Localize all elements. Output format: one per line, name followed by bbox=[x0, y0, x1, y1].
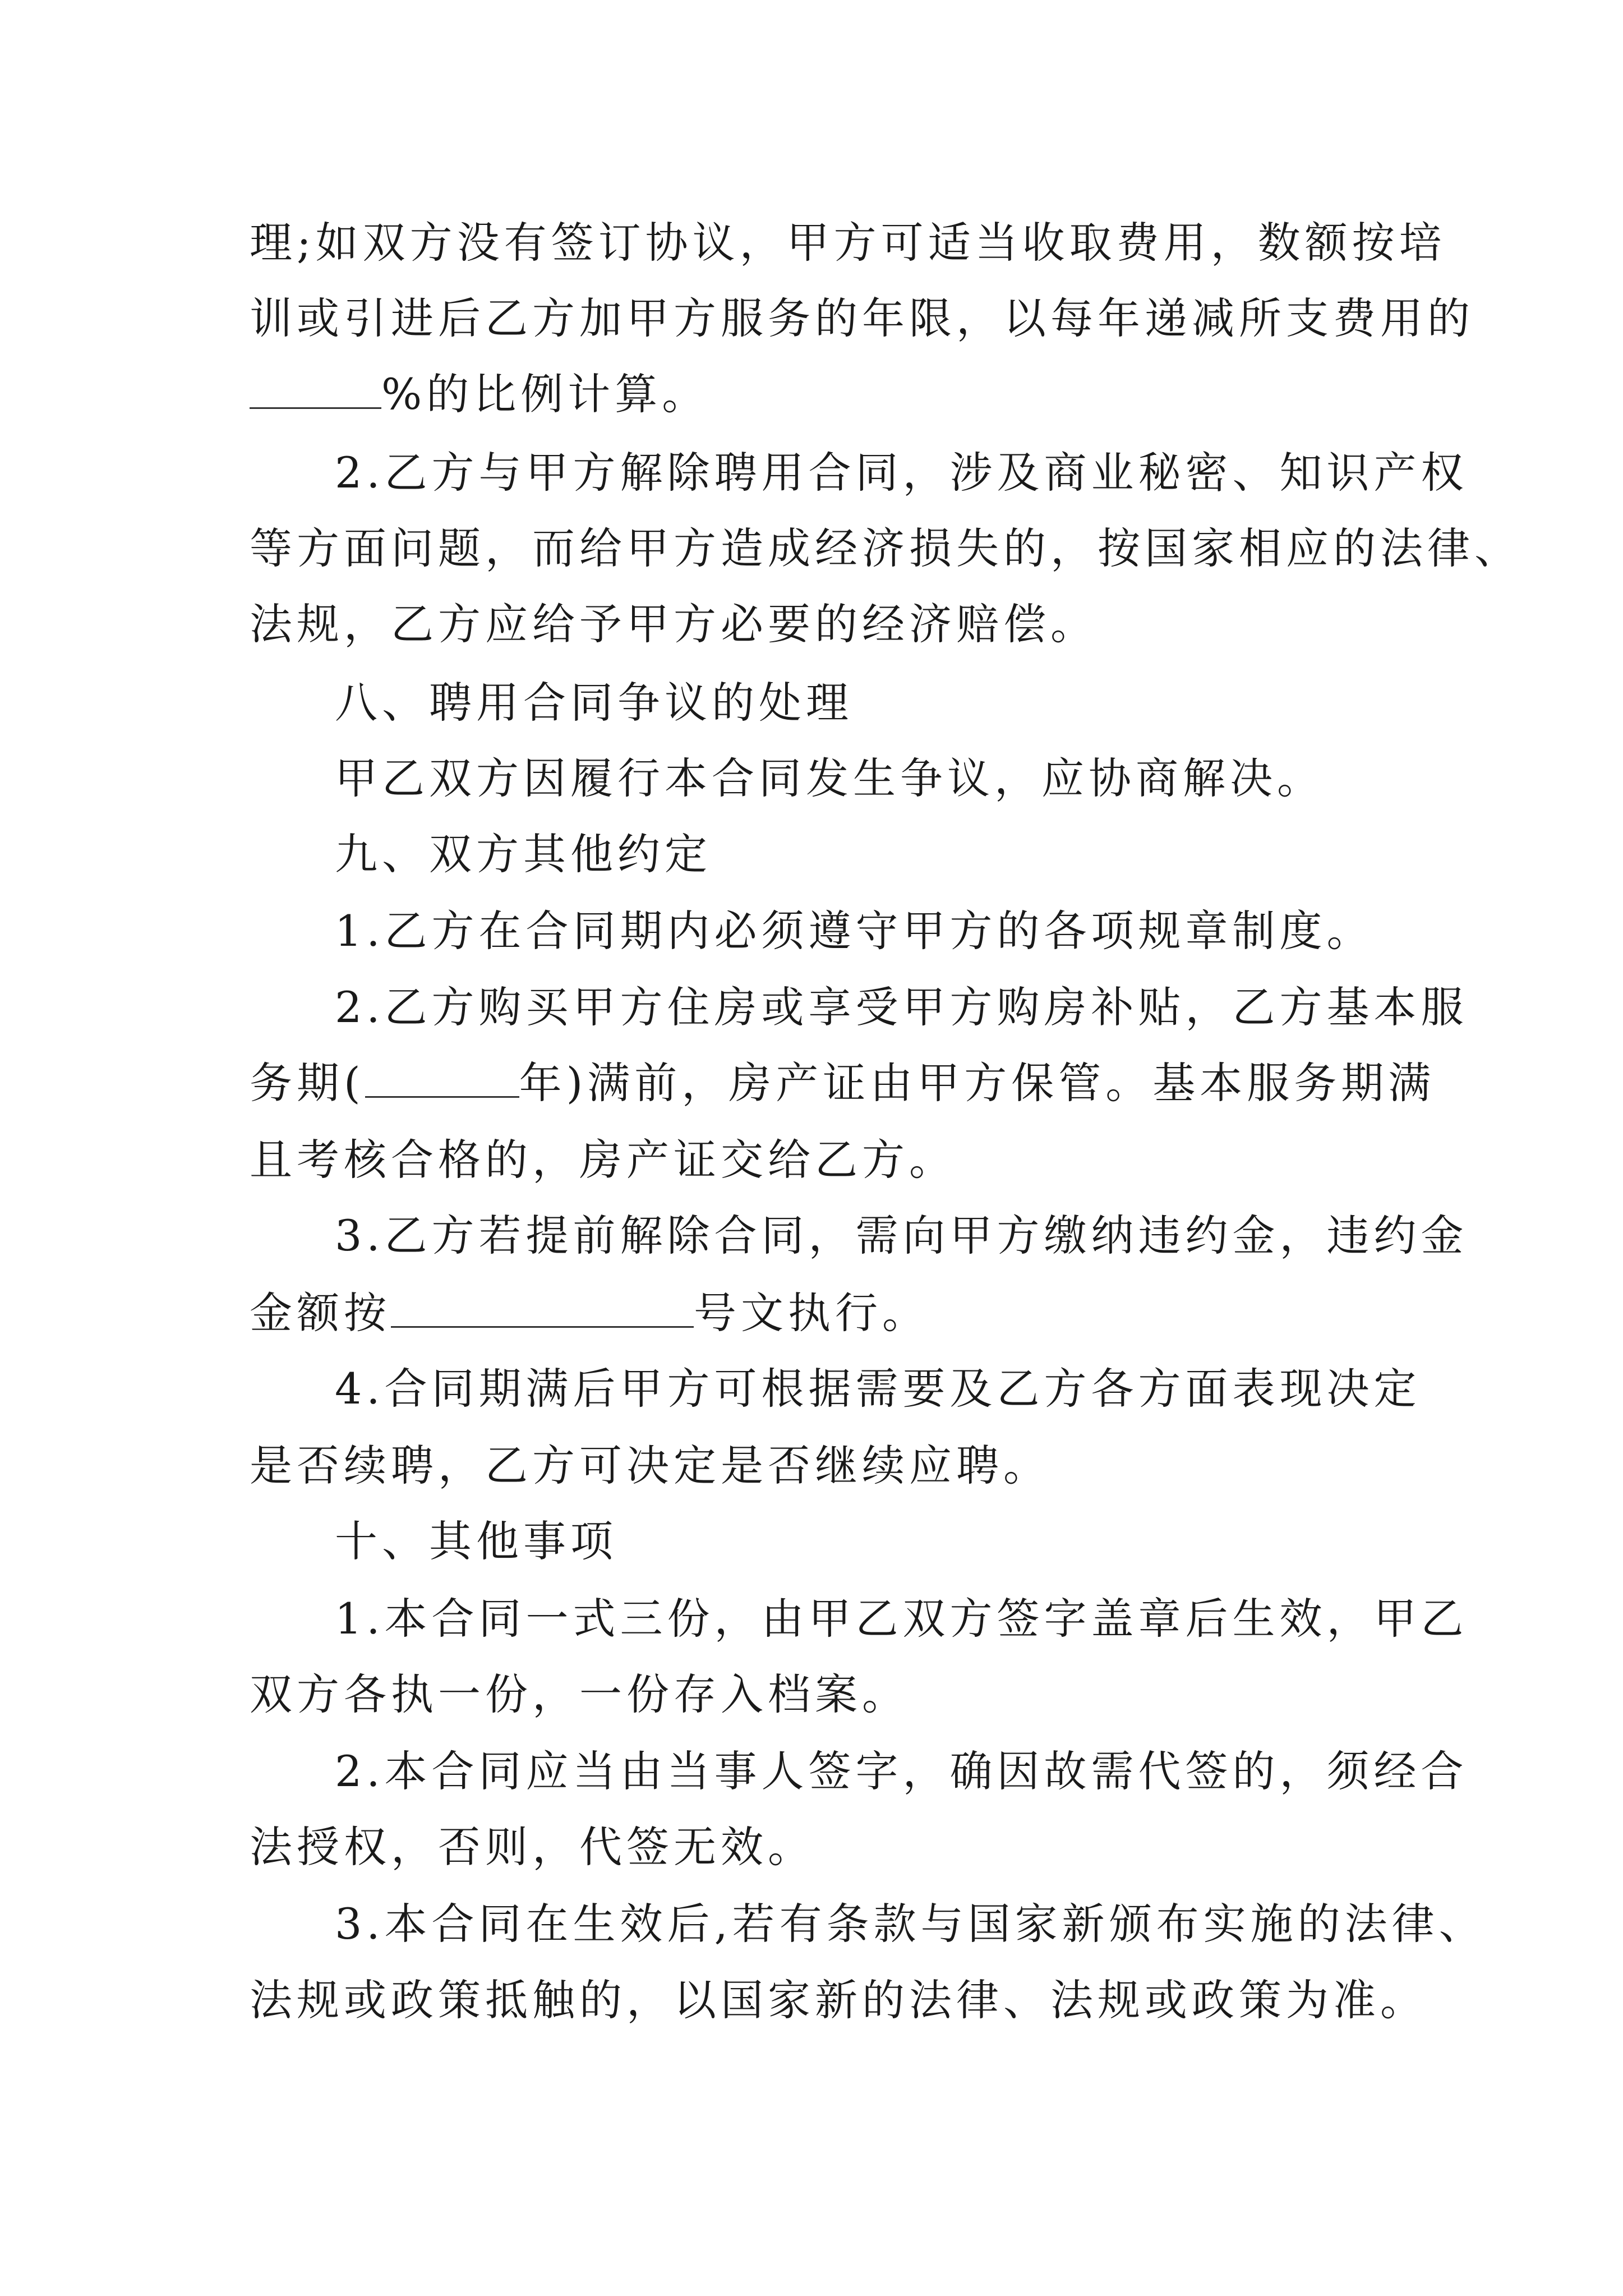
text-run: 理;如双方没有签订协议，甲方可适当收取费用，数额按培 bbox=[250, 218, 1446, 268]
text-line bbox=[335, 1362, 1421, 1416]
text-line bbox=[250, 1056, 1435, 1110]
text-run: 是否续聘，乙方可决定是否继续应聘。 bbox=[250, 1441, 1050, 1490]
text-run: 法规，乙方应给予甲方必要的经济赔偿。 bbox=[250, 599, 1098, 649]
text-run: 八、聘用合同争议的处理 bbox=[335, 678, 853, 728]
text-run: 3.乙方若提前解除合同，需向甲方缴纳违约金，违约金 bbox=[335, 1211, 1468, 1260]
text-line bbox=[250, 1973, 1427, 2027]
fill-in-blank bbox=[250, 370, 381, 409]
fill-in-blank bbox=[391, 1289, 694, 1328]
text-line bbox=[250, 1439, 1050, 1493]
text-run: 双方各执一份，一份存入档案。 bbox=[250, 1669, 909, 1719]
text-line bbox=[250, 1133, 956, 1187]
text-run: 十、其他事项 bbox=[335, 1516, 617, 1566]
text-run: 九、双方其他约定 bbox=[335, 829, 712, 879]
text-line bbox=[335, 446, 1468, 500]
text-run: 1.本合同一式三份，由甲乙双方签字盖章后生效，甲乙 bbox=[335, 1594, 1468, 1644]
text-run: 2.乙方购买甲方住房或享受甲方购房补贴，乙方基本服 bbox=[335, 982, 1468, 1032]
text-line bbox=[250, 597, 1098, 651]
section-heading bbox=[335, 1515, 617, 1568]
text-run: 务期( bbox=[250, 1058, 365, 1108]
text-run: 年)满前，房产证由甲方保管。基本服务期满 bbox=[519, 1058, 1436, 1108]
fill-in-blank bbox=[365, 1059, 519, 1098]
text-run: 3.本合同在生效后,若有条款与国家新颁布实施的法律、 bbox=[335, 1899, 1486, 1949]
text-run: 甲乙双方因履行本合同发生争议，应协商解决。 bbox=[335, 753, 1324, 803]
text-line bbox=[335, 1209, 1468, 1263]
text-run: 法授权，否则，代签无效。 bbox=[250, 1822, 815, 1872]
text-line bbox=[250, 1286, 929, 1340]
text-run: 号文执行。 bbox=[694, 1288, 929, 1338]
section-heading bbox=[335, 827, 712, 881]
text-line bbox=[250, 1668, 909, 1722]
text-run: 法规或政策抵触的，以国家新的法律、法规或政策为准。 bbox=[250, 1975, 1427, 2025]
text-line bbox=[250, 216, 1446, 270]
text-line bbox=[335, 1897, 1486, 1951]
text-line bbox=[335, 904, 1374, 958]
text-line bbox=[335, 981, 1468, 1034]
text-line bbox=[250, 1820, 815, 1874]
text-run: 训或引进后乙方加甲方服务的年限，以每年递减所支费用的 bbox=[250, 293, 1474, 343]
text-run: 等方面问题，而给甲方造成经济损失的，按国家相应的法律、 bbox=[250, 523, 1521, 573]
text-line bbox=[250, 522, 1521, 576]
text-line bbox=[250, 367, 709, 421]
text-line bbox=[335, 752, 1324, 806]
text-run: 2.乙方与甲方解除聘用合同，涉及商业秘密、知识产权 bbox=[335, 448, 1468, 498]
text-run: 4.合同期满后甲方可根据需要及乙方各方面表现决定 bbox=[335, 1364, 1421, 1414]
text-run: 2.本合同应当由当事人签字，确因故需代签的，须经合 bbox=[335, 1746, 1468, 1796]
text-run: 1.乙方在合同期内必须遵守甲方的各项规章制度。 bbox=[335, 906, 1374, 956]
section-heading bbox=[335, 676, 853, 730]
text-line bbox=[335, 1745, 1468, 1798]
text-run: 且考核合格的，房产证交给乙方。 bbox=[250, 1135, 956, 1185]
text-run: 金额按 bbox=[250, 1288, 391, 1338]
text-line bbox=[335, 1592, 1468, 1646]
text-run: %的比例计算。 bbox=[381, 369, 709, 419]
text-line bbox=[250, 292, 1474, 346]
